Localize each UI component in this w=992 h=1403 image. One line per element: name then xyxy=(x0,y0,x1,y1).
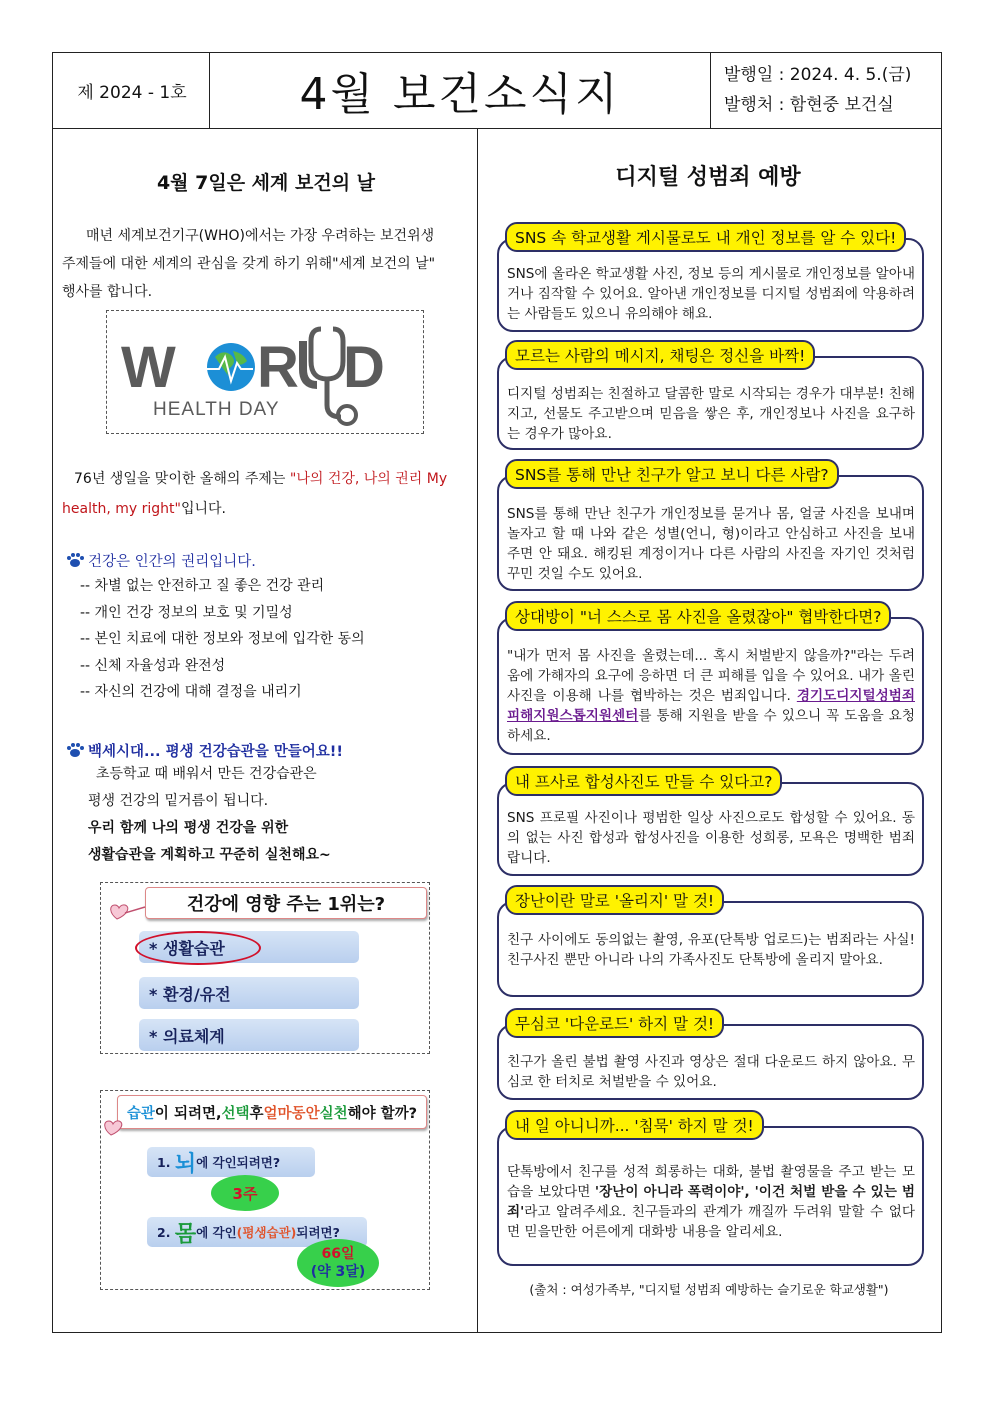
column-divider xyxy=(477,128,478,1333)
q-habit: 습관 xyxy=(126,1105,155,1122)
habit-line: 평생 건강의 밑거름이 됩니다. xyxy=(88,793,269,809)
header-divider-2 xyxy=(710,52,711,128)
world-health-day-logo xyxy=(106,310,424,434)
issue-number: 제 2024 - 1호 xyxy=(77,82,187,103)
quiz-title-banner xyxy=(145,887,427,919)
svg-text:D: D xyxy=(343,335,385,400)
intro-line: 주제들에 대한 세계의 관심을 갖게 하기 위해"세계 보건의 날" xyxy=(62,256,436,272)
publisher: 발행처 : 함현중 보건실 xyxy=(724,95,894,115)
habit-heading-row xyxy=(66,740,466,761)
habit-question-banner xyxy=(117,1095,427,1129)
header-divider xyxy=(52,128,942,129)
svg-text:W: W xyxy=(121,335,176,400)
left-heading: 4월 7일은 세계 보건의 날 xyxy=(156,172,376,194)
q-practice: 실천 xyxy=(319,1105,348,1122)
world-health-day-graphic xyxy=(107,311,423,433)
publish-meta xyxy=(724,60,911,120)
tip-text: 친구 사이에도 동의없는 촬영, 유포(단톡방 업로드)는 범죄라는 사실! 친구사진 뿐만 아니라 나의 가족사진도 단톡방에 올리지 말아요. xyxy=(507,932,915,968)
answer-bubble-66days xyxy=(297,1239,379,1287)
rights-item: -- 신체 자율성과 완전성 xyxy=(80,657,226,674)
tip-text-part: 를 통해 지원을 받을 수 있으니 꼭 도움을 요청하세요. xyxy=(507,708,915,744)
answer-text: 66일 xyxy=(321,1246,355,1262)
theme-post: 입니다. xyxy=(180,501,226,517)
tip-title: 무심코 '다운로드' 하지 말 것! xyxy=(505,1008,724,1038)
tip-title: 모르는 사람의 메시지, 채팅은 정신을 바짝! xyxy=(505,340,815,370)
habit-duration-box xyxy=(100,1090,430,1290)
q-text: 후 xyxy=(249,1105,264,1122)
quiz-option-label: * 의료체계 xyxy=(149,1026,225,1046)
tip-title: 내 프사로 합성사진도 만들 수 있다고? xyxy=(505,766,782,796)
rights-item: -- 본인 치료에 대한 정보와 정보에 입각한 동의 xyxy=(80,631,365,647)
tip-text-part: 단톡방에서 친구를 성적 희롱하는 대화, 불법 촬영물을 주고 받는 모습을 보았다면 xyxy=(507,1164,915,1200)
habit-line: 초등학교 때 배워서 만든 건강습관은 xyxy=(96,766,317,782)
quiz-box xyxy=(100,882,430,1054)
tip-text xyxy=(507,646,915,746)
item-number: 2. xyxy=(157,1224,171,1240)
intro-text xyxy=(62,222,472,306)
habit-heading: 백세시대... 평생 건강습관을 만들어요!! xyxy=(88,744,343,760)
q-text: 해야 할까? xyxy=(347,1105,418,1122)
tip-text-part: "내가 먼저 몸 사진을 올렸는데... 혹시 처벌받지 않을까?"라는 두려움에 가해자의 요구에 응하면 더 큰 피해를 입을 수 있어요. 내가 올린 사진을 이용해 나를 협박하는 것은 범죄입니다. xyxy=(507,648,915,704)
heart-icon xyxy=(107,901,147,923)
newsletter-title: 4월 보건소식지 xyxy=(299,69,621,120)
tip-text xyxy=(507,1162,915,1242)
tip-text-bold: '장난이 아니라 폭력이야', '이건 처벌 받을 수 있는 범죄' xyxy=(507,1184,915,1220)
paw-icon xyxy=(66,742,84,758)
q-text: 이 되려면, xyxy=(154,1105,222,1122)
rights-section xyxy=(66,550,466,706)
item-keyword: 몸 xyxy=(174,1221,197,1247)
tip-title: 상대방이 "너 스스로 몸 사진을 올렸잖아" 협박한다면? xyxy=(505,601,891,631)
rights-item: -- 개인 건강 정보의 보호 및 기밀성 xyxy=(80,604,293,621)
source-citation: (출처 : 여성가족부, "디지털 성범죄 예방하는 슬기로운 학교생활") xyxy=(529,1282,889,1297)
rights-list xyxy=(66,573,466,706)
heart-icon xyxy=(101,1117,133,1139)
theme-text xyxy=(62,464,464,524)
tip-title: SNS 속 학교생활 게시물로도 내 개인 정보를 알 수 있다! xyxy=(505,222,906,252)
tip-text: 친구가 올린 불법 촬영 사진과 영상은 절대 다운로드 하지 않아요. 무심코 한 터치로 처벌받을 수 있어요. xyxy=(507,1054,915,1090)
tip-text: SNS에 올라온 학교생활 사진, 정보 등의 게시물로 개인정보를 알아내거나 짐작할 수 있어요. 알아낸 개인정보를 디지털 성범죄에 악용하려는 사람들도 있으니 유의해야 해요. xyxy=(507,266,915,322)
item-text: 되려면? xyxy=(296,1225,340,1240)
theme-pre: 76년 생일을 맞이한 올해의 주제는 xyxy=(74,471,290,487)
rights-heading-row xyxy=(66,550,466,571)
habit-bold-line: 우리 함께 나의 평생 건강을 위한 xyxy=(88,820,289,836)
quiz-option-environment xyxy=(139,977,359,1009)
publish-date: 발행일 : 2024. 4. 5.(금) xyxy=(724,65,912,85)
answer-subtext: (약 3달) xyxy=(310,1264,366,1280)
tip-title: SNS를 통해 만난 친구가 알고 보니 다른 사람? xyxy=(505,459,839,489)
quiz-option-medical xyxy=(139,1019,359,1051)
tip-text: 디지털 성범죄는 친절하고 달콤한 말로 시작되는 경우가 대부분! 친해지고, 선물도 주고받으며 믿음을 쌓은 후, 개인정보나 사진을 요구하는 경우가 많아요. xyxy=(507,386,915,442)
answer-circle xyxy=(135,931,261,965)
rights-item: -- 자신의 건강에 대해 결정을 내리기 xyxy=(80,684,302,700)
item-text: 에 각인 xyxy=(196,1225,237,1240)
habit-body xyxy=(66,761,466,869)
q-duration: 얼마동안 xyxy=(263,1105,320,1122)
right-heading: 디지털 성범죄 예방 xyxy=(615,165,801,190)
tip-title: 내 일 아니니까... '침묵' 하지 말 것! xyxy=(505,1110,764,1140)
q-choice: 선택 xyxy=(221,1105,250,1122)
answer-bubble-3weeks xyxy=(211,1175,279,1211)
item-text: 에 각인되려면? xyxy=(196,1155,281,1170)
svg-text:HEALTH DAY: HEALTH DAY xyxy=(153,399,280,420)
habit-item-brain xyxy=(147,1147,315,1177)
habit-section xyxy=(66,740,466,869)
intro-line: 행사를 합니다. xyxy=(62,284,153,300)
quiz-option-label: * 환경/유전 xyxy=(149,984,231,1004)
habit-bold-line: 생활습관을 계획하고 꾸준히 실천해요~ xyxy=(88,847,331,863)
item-keyword: 뇌 xyxy=(174,1151,197,1177)
svg-text:R: R xyxy=(257,335,299,400)
paw-icon xyxy=(66,552,84,568)
quiz-option-label: * 생활습관 xyxy=(149,938,225,958)
answer-text: 3주 xyxy=(232,1184,258,1203)
theme-highlight: "나의 건강, 나의 권리 My health, my right" xyxy=(62,471,448,517)
rights-heading: 건강은 인간의 권리입니다. xyxy=(88,554,256,570)
intro-line: 매년 세계보건기구(WHO)에서는 가장 우려하는 보건위생 xyxy=(86,228,435,244)
tip-title: 장난이란 말로 '올리지' 말 것! xyxy=(505,885,724,915)
support-center-link[interactable]: 경기도디지털성범죄피해지원스톱지원센터 xyxy=(507,688,915,724)
tip-text: SNS를 통해 만난 친구가 개인정보를 묻거나 몸, 얼굴 사진을 보내며 놀자고 할 때 나와 같은 성별(언니, 형)이라고 안심하고 사진을 보내주면 안 돼요. 해킹된 계정이거나 다른 사람의 사진을 자기인 것처럼 꾸민 것일 수도 있어요. xyxy=(507,506,915,582)
tip-text: SNS 프로필 사진이나 평범한 일상 사진으로도 합성할 수 있어요. 동의 없는 사진 합성과 합성사진을 이용한 성희롱, 모욕은 명백한 범죄랍니다. xyxy=(507,810,915,866)
rights-item: -- 차별 없는 안전하고 질 좋은 건강 관리 xyxy=(80,578,325,594)
tip-text-part: 라고 알려주세요. 친구들과의 관계가 깨질까 두려워 말할 수 없다면 믿을만한 어른에게 대화방 내용을 알리세요. xyxy=(507,1204,915,1240)
item-paren: (평생습관) xyxy=(236,1225,297,1240)
item-number: 1. xyxy=(157,1154,171,1170)
quiz-title: 건강에 영향 주는 1위는? xyxy=(186,894,386,915)
